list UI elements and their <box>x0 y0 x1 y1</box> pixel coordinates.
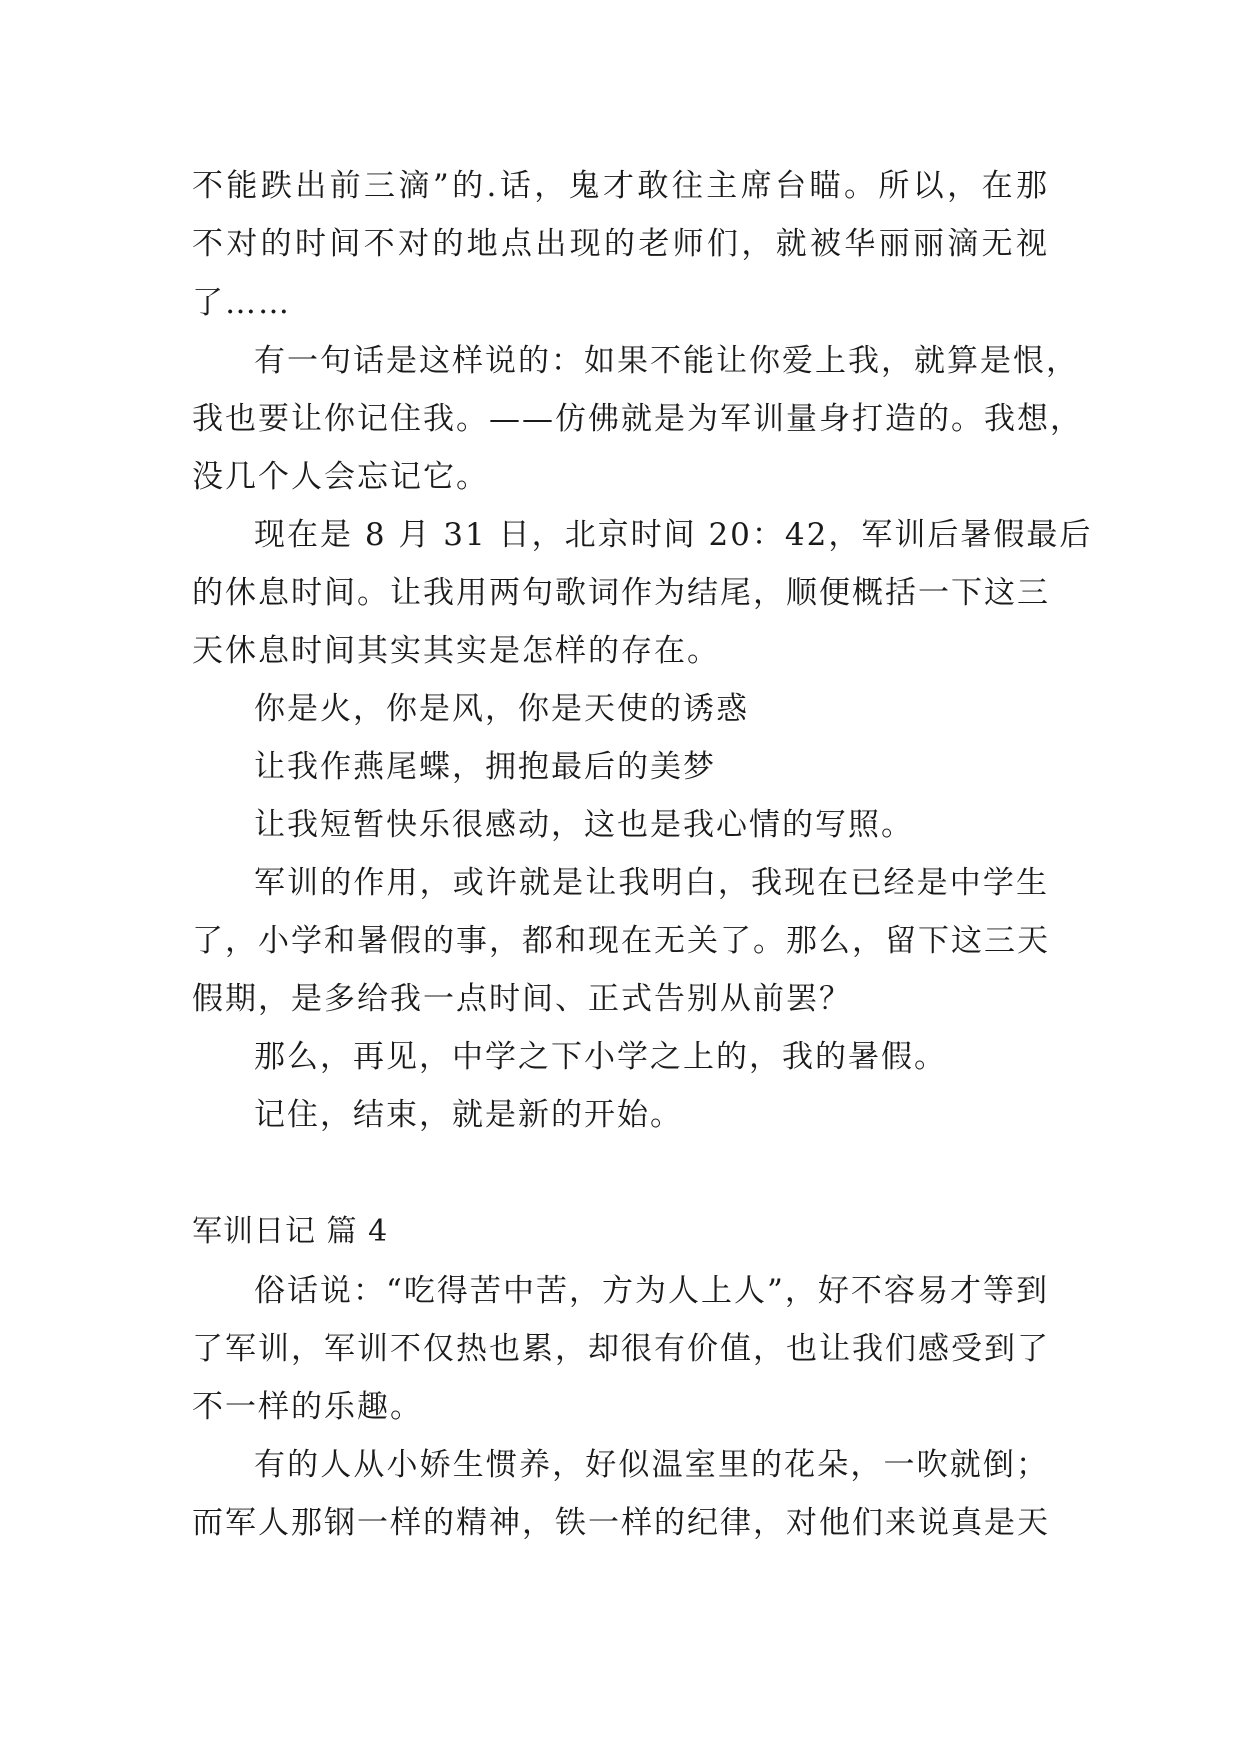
text-line: 我也要让你记住我。——仿佛就是为军训量身打造的。我想， <box>192 401 1083 437</box>
text-line: 了军训，军训不仅热也累，却很有价值，也让我们感受到了 <box>192 1331 1050 1367</box>
text-line: 不一样的乐趣。 <box>192 1389 423 1425</box>
text-line: 不对的时间不对的地点出现的老师们，就被华丽丽滴无视 <box>192 226 1049 262</box>
lyric-line: 让我作燕尾蝶，拥抱最后的美梦 <box>254 749 716 785</box>
text-line: 有一句话是这样说的：如果不能让你爱上我，就算是恨， <box>254 343 1079 379</box>
text-line: 有的人从小娇生惯养，好似温室里的花朵，一吹就倒； <box>254 1447 1049 1483</box>
text-line: 了…… <box>192 285 291 321</box>
text-line: 俗话说：“吃得苦中苦，方为人上人”，好不容易才等到 <box>254 1273 1049 1309</box>
text-line: 现在是 8 月 31 日，北京时间 20：42，军训后暑假最后 <box>254 517 1093 553</box>
text-line: 的休息时间。让我用两句歌词作为结尾，顺便概括一下这三 <box>192 575 1050 611</box>
text-line: 了，小学和暑假的事，都和现在无关了。那么，留下这三天 <box>192 923 1050 959</box>
text-line: 而军人那钢一样的精神，铁一样的纪律，对他们来说真是天 <box>192 1505 1050 1541</box>
text-line: 那么，再见，中学之下小学之上的，我的暑假。 <box>254 1039 947 1075</box>
lyric-line: 让我短暂快乐很感动，这也是我心情的写照。 <box>254 807 914 843</box>
text-line: 天休息时间其实其实是怎样的存在。 <box>192 633 720 669</box>
text-line: 不能跌出前三滴”的.话，鬼才敢往主席台瞄。所以，在那 <box>192 168 1049 204</box>
text-line: 没几个人会忘记它。 <box>192 459 489 495</box>
section-heading: 军训日记 篇 4 <box>192 1214 389 1249</box>
text-line: 军训的作用，或许就是让我明白，我现在已经是中学生 <box>254 865 1049 901</box>
text-line: 记住，结束，就是新的开始。 <box>254 1097 683 1133</box>
text-line: 假期，是多给我一点时间、正式告别从前罢？ <box>192 981 852 1017</box>
lyric-line: 你是火，你是风，你是天使的诱惑 <box>254 691 749 727</box>
